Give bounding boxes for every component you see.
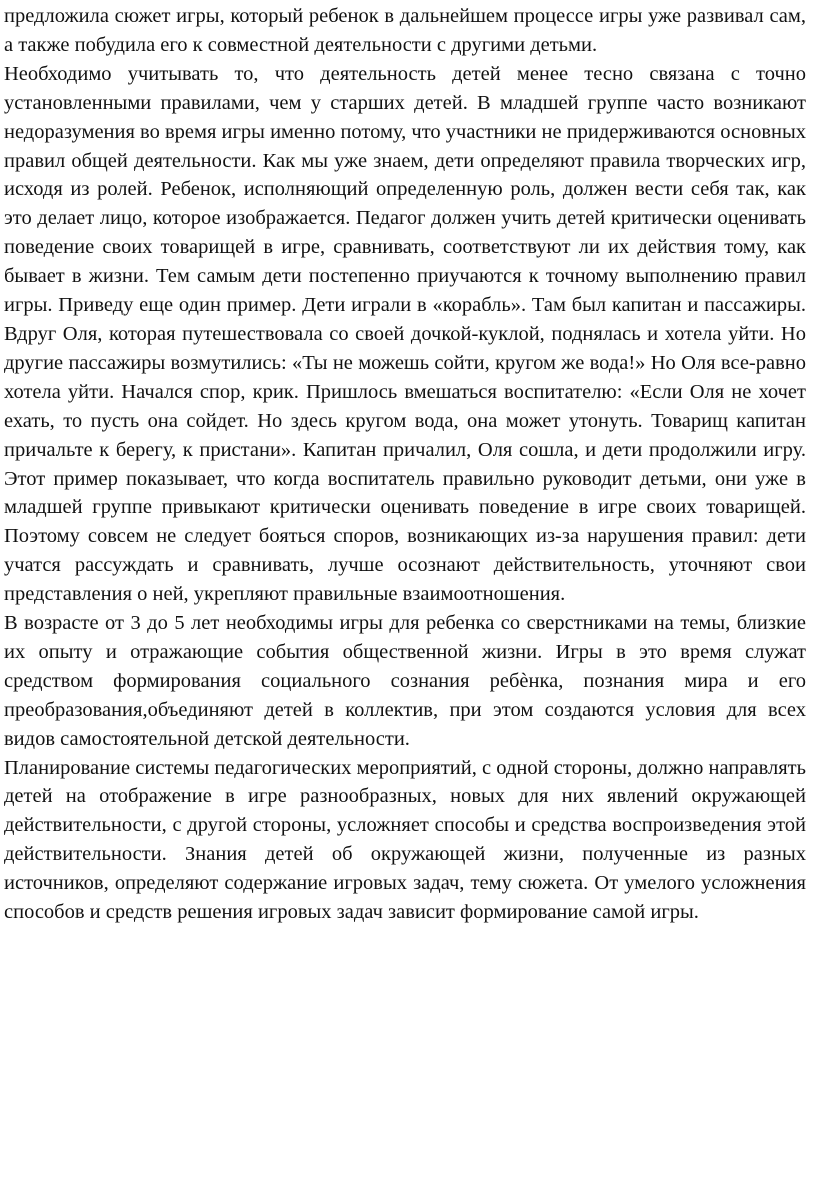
- paragraph-continuation: предложила сюжет игры, который ребенок в дальнейшем процессе игры уже развивал сам, а также побудила его к совместной деятельности с другими детьми.: [4, 5, 806, 56]
- paragraph-planning-activities: Планирование системы педагогических мероприятий, с одной стороны, должно направлять детей на отображение в игре разнообразных, новых для них явлений окружающей действительности, с другой стороны, усложняет способы и средства воспроизведения этой действительности. Знания детей об окружающей жизни, полученные из разных источников, определяют содержание игровых задач, тему сюжета. От умелого усложнения способов и средств решения игровых задач зависит формирование самой игры.: [4, 756, 806, 924]
- paragraph-rules-in-play: Необходимо учитывать то, что деятельность детей менее тесно связана с точно установленными правилами, чем у старших детей. В младшей группе часто возникают недоразумения во время игры именно потому, что участники не придерживаются основных правил общей деятельности. Как мы уже знаем, дети определяют правила творческих игр, исходя из ролей. Ребенок, исполняющий определенную роль, должен вести себя так, как это делает лицо, которое изображается. Педагог должен учить детей критически оценивать поведение своих товарищей в игре, сравнивать, соответствуют ли их действия тому, как бывает в жизни. Тем самым дети постепенно приучаются к точному выполнению правил игры. Приведу еще один пример. Дети играли в «корабль». Там был капитан и пассажиры. Вдруг Оля, которая путешествовала со своей дочкой-куклой, поднялась и хотела уйти. Но другие пассажиры возмутились: «Ты не можешь сойти, кругом же вода!» Но Оля все-равно хотела уйти. Начался спор, крик. Пришлось вмешаться воспитателю: «Если Оля не хочет ехать, то пусть она сойдет. Но здесь кругом вода, она может утонуть. Товарищ капитан причальте к берегу, к пристани». Капитан причалил, Оля сошла, и дети продолжили игру. Этот пример показывает, что когда воспитатель правильно руководит детьми, они уже в младшей группе привыкают критически оценивать поведение в игре своих товарищей. Поэтому совсем не следует бояться споров, возникающих из-за нарушения правил: дети учатся рассуждать и сравнивать, лучше осознают действительность, уточняют свои представления о ней, укрепляют правильные взаимоотношения.: [4, 62, 806, 606]
- paragraph-age-3-5-games: В возрасте от 3 до 5 лет необходимы игры для ребенка со сверстниками на темы, близкие их опыту и отражающие события общественной жизни. Игры в это время служат средством формирования социального сознания ребѐнка, познания мира и его преобразования,объединяют детей в коллектив, при этом создаются условия для всех видов самостоятельной детской деятельности.: [4, 612, 806, 750]
